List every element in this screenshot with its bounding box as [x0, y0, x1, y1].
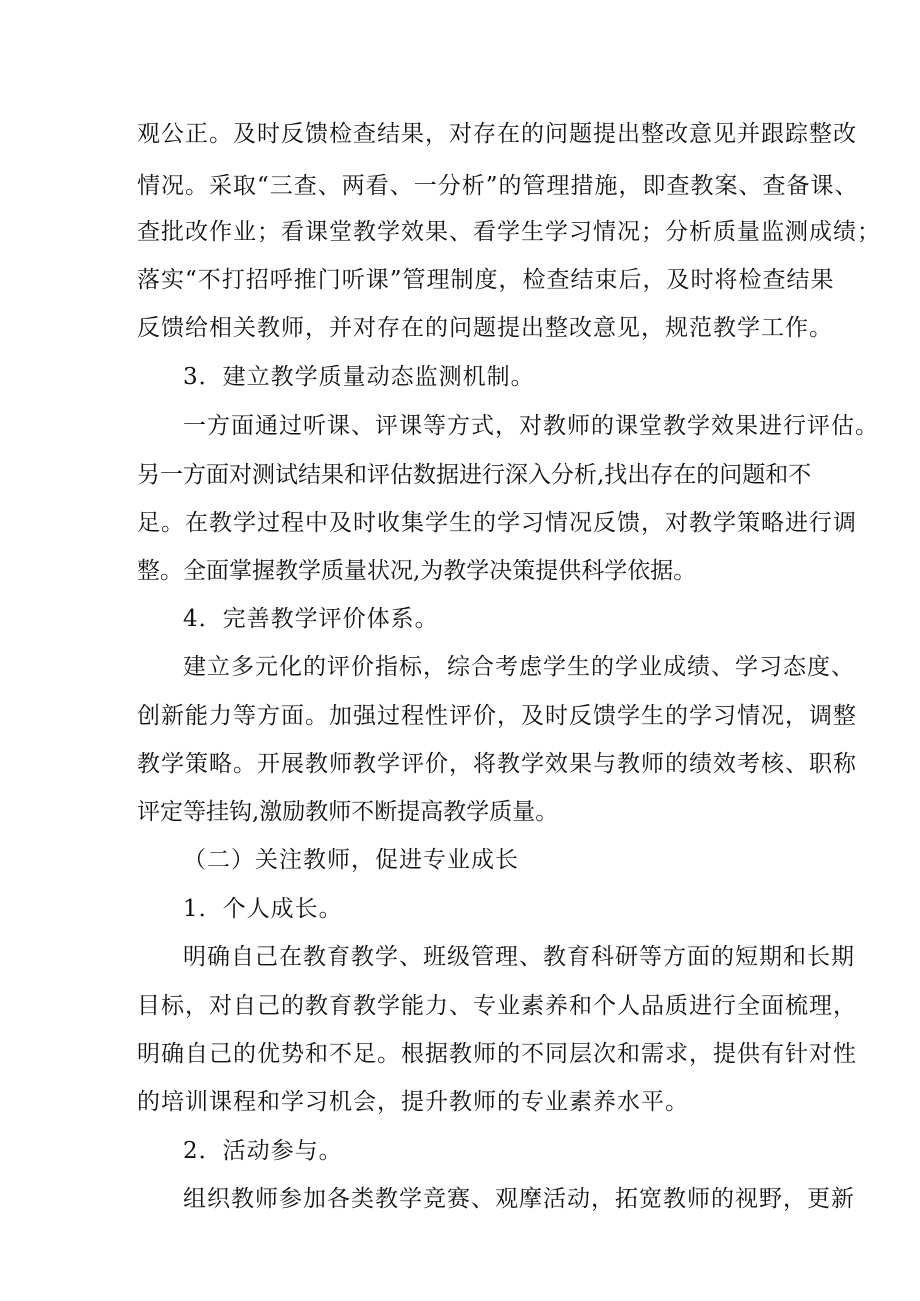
paragraph-line: 的培训课程和学习机会，提升教师的专业素养水平。: [137, 1089, 689, 1115]
paragraph-line: 足。在教学过程中及时收集学生的学习情况反馈，对教学策略进行调: [137, 510, 857, 536]
paragraph-line: 明确自己在教育教学、班级管理、教育科研等方面的短期和长期: [183, 944, 855, 970]
section-heading: 1．个人成长。: [183, 896, 343, 922]
paragraph-line: 落实“不打招呼推门听课”管理制度，检查结束后，及时将检查结果: [137, 267, 835, 293]
paragraph-line: 教学策略。开展教师教学评价，将教学效果与教师的绩效考核、职称: [137, 751, 857, 777]
paragraph-line: 观公正。及时反馈检查结果，对存在的问题提出整改意见并跟踪整改: [137, 121, 857, 147]
paragraph-line: 目标，对自己的教育教学能力、专业素养和个人品质进行全面梳理，: [137, 993, 857, 1019]
paragraph-line: 建立多元化的评价指标，综合考虑学生的学业成绩、学习态度、: [183, 654, 855, 680]
paragraph-line: 查批改作业；看课堂教学效果、看学生学习情况；分析质量监测成绩；: [137, 219, 881, 245]
paragraph-line: 整。全面掌握教学质量状况,为教学决策提供科学依据。: [137, 558, 697, 584]
paragraph-line: 反馈给相关教师，并对存在的问题提出整改意见，规范教学工作。: [137, 315, 833, 341]
paragraph-line: 另一方面对测试结果和评估数据进行深入分析,找出存在的问题和不: [137, 462, 812, 488]
paragraph-line: 评定等挂钩,激励教师不断提高教学质量。: [137, 799, 559, 825]
paragraph-line: 一方面通过听课、评课等方式，对教师的课堂教学效果进行评估。: [183, 413, 879, 439]
section-heading: 4．完善教学评价体系。: [183, 606, 439, 632]
section-heading: 2．活动参与。: [183, 1138, 343, 1164]
paragraph-line: 组织教师参加各类教学竞赛、观摩活动，拓宽教师的视野，更新: [183, 1186, 855, 1212]
section-heading: 3．建立教学质量动态监测机制。: [183, 364, 535, 390]
paragraph-line: 情况。采取“三查、两看、一分析”的管理措施，即查教案、查备课、: [137, 173, 859, 199]
paragraph-line: 明确自己的优势和不足。根据教师的不同层次和需求，提供有针对性: [137, 1041, 857, 1067]
paragraph-line: 创新能力等方面。加强过程性评价，及时反馈学生的学习情况，调整: [137, 703, 857, 729]
chapter-heading: （二）关注教师，促进专业成长: [183, 847, 519, 873]
